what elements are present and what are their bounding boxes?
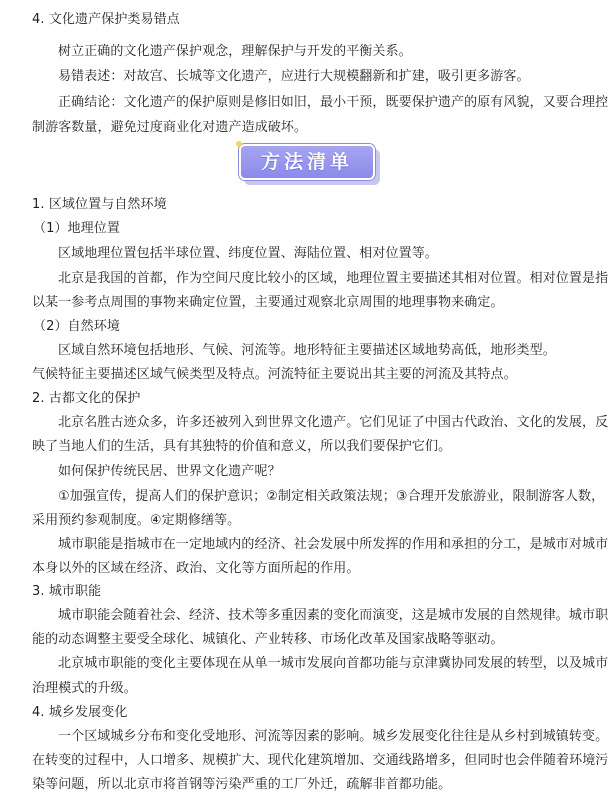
protection-measures-line-1: ①加强宣传，提高人们的保护意识；②制定相关政策法规；③合理开发旅游业，限制游客人数， <box>58 489 605 504</box>
urban-rural-line-3: 染等问题，所以北京市将首钢等污染严重的工厂外迁，疏解非首都功能。 <box>32 777 452 792</box>
wrong-statement: 易错表述：对故宫、长城等文化遗产，应进行大规模翻新和扩建，吸引更多游客。 <box>58 69 530 84</box>
heritage-paragraph-line-2: 映了当地人们的生活，具有其独特的价值和意义，所以我们要保护它们。 <box>32 439 452 454</box>
city-function-evolution-line-2: 能的动态调整主要受全球化、城镇化、产业转移、市场化改革及国家战略等驱动。 <box>32 632 504 647</box>
item4-heading: 4. 城乡发展变化 <box>32 705 128 720</box>
section-heading-cultural-heritage-mistakes: 4. 文化遗产保护类易错点 <box>32 12 180 27</box>
climate-river-paragraph: 气候特征主要描述区域气候类型及特点。河流特征主要说出其主要的河流及其特点。 <box>32 367 517 382</box>
item2-heading: 2. 古都文化的保护 <box>32 391 141 406</box>
item3-heading: 3. 城市职能 <box>32 584 102 599</box>
urban-rural-line-2: 在转变的过程中，人口增多、规模扩大、现代化建筑增加、交通线路增多，但同时也会伴随着环境污 <box>32 753 609 768</box>
natural-environment-heading: （2）自然环境 <box>33 319 120 334</box>
beijing-location-line-2: 以某一参考点周围的事物来确定位置，主要通过观察北京周围的地理事物来确定。 <box>32 295 504 310</box>
geo-location-paragraph: 区域地理位置包括半球位置、纬度位置、海陆位置、相对位置等。 <box>58 246 438 261</box>
method-list-banner <box>239 144 381 186</box>
beijing-location-line-1: 北京是我国的首都，作为空间尺度比较小的区域，地理位置主要描述其相对位置。相对位置是指 <box>58 271 609 286</box>
urban-rural-line-1: 一个区域城乡分布和变化受地形、河流等因素的影响。城乡发展变化往往是从乡村到城镇转变。 <box>58 729 609 744</box>
city-function-line-2: 本身以外的区域在经济、政治、文化等方面所起的作用。 <box>32 561 360 576</box>
correct-conclusion-line-2: 制游客数量，避免过度商业化对遗产造成破坏。 <box>32 120 308 135</box>
banner-decoration-dot <box>236 141 242 147</box>
beijing-function-change-line-1: 北京城市职能的变化主要体现在从单一城市发展向首都功能与京津冀协同发展的转型，以及城市 <box>58 656 609 671</box>
heritage-paragraph-line-1: 北京名胜古迹众多，许多还被列入到世界文化遗产。它们见证了中国古代政治、文化的发展，反 <box>58 415 609 430</box>
natural-environment-paragraph: 区域自然环境包括地形、气候、河流等。地形特征主要描述区域地势高低，地形类型。 <box>58 343 556 358</box>
protection-measures-line-2: 采用预约参观制度。④定期修缮等。 <box>32 513 241 528</box>
geo-location-heading: （1）地理位置 <box>33 221 120 236</box>
protection-question: 如何保护传统民居、世界文化遗产呢？ <box>58 464 281 479</box>
city-function-evolution-line-1: 城市职能会随着社会、经济、技术等多重因素的变化而演变，这是城市发展的自然规律。城市职 <box>58 608 609 623</box>
beijing-function-change-line-2: 治理模式的升级。 <box>32 681 137 696</box>
item1-heading: 1. 区域位置与自然环境 <box>32 197 167 212</box>
banner-title: 方法清单 <box>239 144 375 180</box>
section-intro: 树立正确的文化遗产保护观念，理解保护与开发的平衡关系。 <box>58 44 412 59</box>
correct-conclusion-line-1: 正确结论：文化遗产的保护原则是修旧如旧，最小干预，既要保护遗产的原有风貌，又要合理控 <box>58 95 609 110</box>
city-function-line-1: 城市职能是指城市在一定地域内的经济、社会发展中所发挥的作用和承担的分工，是城市对城市 <box>58 537 609 552</box>
